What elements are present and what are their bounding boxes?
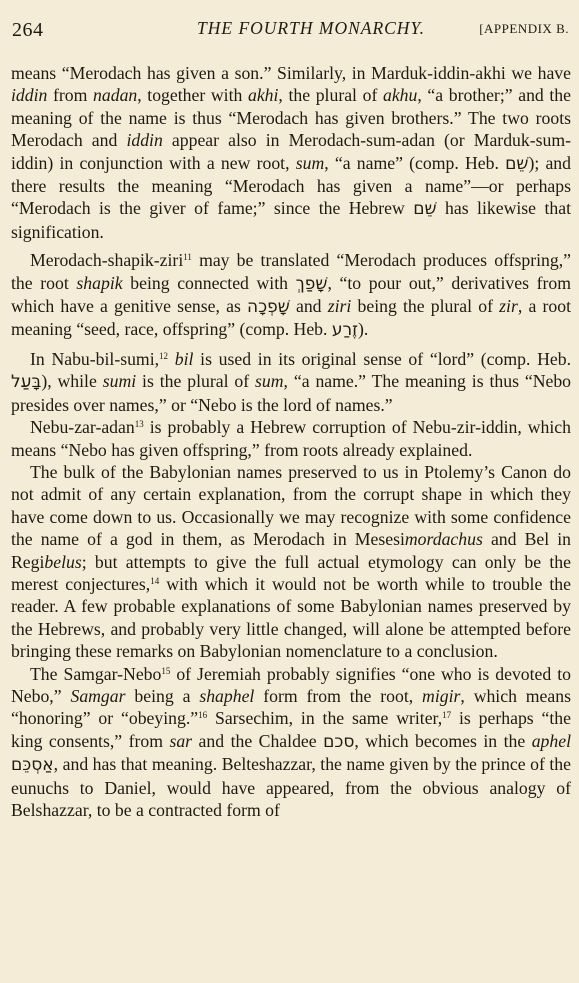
paragraph-1: means “Merodach has given a son.” Similarly, in Marduk-iddin-akhi we have iddin from nadan, together with akhi, the plural of akhu, “a brother;” and the meaning of the name is thus “Merodach has given brothers.” The two roots Merodach and iddin appear also in Merodach-sum-adan (or Marduk-sum-iddin) in conjunction with a new root, sum, “a name” (comp. Heb. שֵׁם); and there results the meaning “Merodach has given a name”—or perhaps “Merodach is the giver of fame;” since the Hebrew שֵׁם has likewise that signification.: [11, 63, 571, 242]
footnote-ref: 16: [198, 710, 208, 721]
hebrew-word: שֵׁם: [505, 153, 529, 174]
paragraph-2: Merodach-shapik-ziri$^{11}$ may be translated “Merodach produces offspring,” the root shapik being connected with שָׁפַךְ, “to pour out,” derivatives from which have a genitive sense, as שָׁפְכָה and ziri being the plural of zir, a root meaning “seed, race, offspring” (comp. Heb. זֶרַע).: [11, 250, 571, 341]
paragraph-6: The Samgar-Nebo$^{15}$ of Jeremiah probably signifies “one who is devoted to Nebo,” Samgar being a shaphel form from the root, migir, which means “honoring” or “obeying.”$^{16}$ Sarsechim, in the same writer,$^{17}$ is perhaps “the king consents,” from sar and the Chaldee סכם, which becomes in the aphel אַסְכֵּם, and has that meaning. Belteshazzar, the name given by the prince of the eunuchs to Daniel, would have appeared, from the obvious analogy of Belshazzar, to be a contracted form of: [11, 663, 571, 820]
hebrew-word: שֵׁם: [413, 199, 437, 220]
appendix-label: [APPENDIX B.: [479, 21, 569, 36]
paragraph-4: Nebu-zar-adan$^{13}$ is probably a Hebrew corruption of Nebu-zir-iddin, which means “Nebo has given offspring,” from roots already explained.: [11, 417, 571, 460]
footnote-ref: 13: [134, 419, 144, 430]
running-head: [11, 0, 571, 46]
footnote-ref: 14: [150, 575, 160, 586]
footnote-ref: 17: [442, 710, 452, 721]
page-number: 264: [12, 19, 44, 41]
running-title: THE FOURTH MONARCHY.: [197, 18, 425, 38]
hebrew-word: אַסְכֵּם: [11, 755, 54, 776]
hebrew-word: שָׁפַךְ: [295, 273, 328, 294]
footnote-ref: 12: [159, 350, 169, 361]
footnote-ref: 11: [183, 252, 192, 263]
hebrew-word: בָּעַל: [11, 372, 42, 393]
body-text: [11, 62, 571, 821]
paragraph-3: In Nabu-bil-sumi,$^{12}$ bil is used in its original sense of “lord” (comp. Heb. בָּעַל), while sumi is the plural of sum, “a name.” The meaning is thus “Nebo presides over names,” or “Nebo is the lord of names.”: [11, 348, 572, 415]
hebrew-word: סכם: [323, 731, 355, 752]
hebrew-word: שָׁפְכָה: [247, 297, 290, 318]
hebrew-word: זֶרַע: [331, 320, 358, 341]
paragraph-5: The bulk of the Babylonian names preserved to us in Ptolemy’s Canon do not admit of any certain explanation, from the corrupt shape in which they have come down to us. Occasionally we may recognize with some confidence the name of a god in them, as Merodach in Mesesimordachus and Bel in Regibelus; but attempts to give the full actual etymology can only be the merest conjectures,$^{14}$ with which it would not be worth while to trouble the reader. A few probable explanations of some Babylonian names preserved by the Hebrews, and probably very little changed, will alone be attempted before bringing these remarks on Babylonian nomenclature to a conclusion.: [11, 461, 572, 662]
footnote-ref: 15: [161, 665, 171, 676]
